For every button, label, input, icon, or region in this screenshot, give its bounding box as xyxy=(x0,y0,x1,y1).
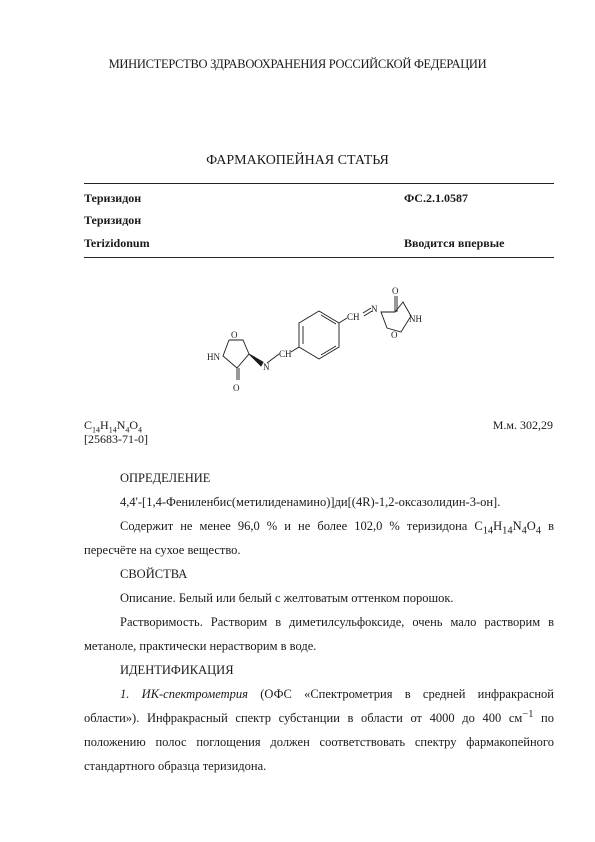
document-title: ФАРМАКОПЕЙНАЯ СТАТЬЯ xyxy=(206,153,389,168)
body-text xyxy=(84,466,554,778)
cas-number: [25683-71-0] xyxy=(84,432,148,446)
molar-mass: М.м. 302,29 xyxy=(492,418,553,432)
ministry-header: МИНИСТЕРСТВО ЗДРАВООХРАНЕНИЯ РОССИЙСКОЙ ФЕДЕРАЦИИ xyxy=(108,57,487,71)
atom-o-carbonyl-right: O xyxy=(392,286,399,296)
structural-formula xyxy=(195,280,425,400)
atom-hn-left: HN xyxy=(207,352,220,362)
atom-ch-right: CH xyxy=(347,312,360,322)
atom-o-right: O xyxy=(391,330,398,340)
molecular-formula: $C_{14}H_{14}N_4O_4$ xyxy=(84,418,143,435)
section-identification: ИДЕНТИФИКАЦИЯ xyxy=(120,663,234,677)
header-rule-bottom xyxy=(84,257,554,258)
status-label: Вводится впервые xyxy=(404,236,505,250)
atom-o-left: O xyxy=(231,330,238,340)
description-text: Описание. Белый или белый с желтоватым оттенком порошок. xyxy=(120,591,454,605)
name-latin: Terizidonum xyxy=(84,236,150,250)
name-ru-1: Теризидон xyxy=(84,191,142,205)
section-properties: СВОЙСТВА xyxy=(120,567,188,581)
section-definition: ОПРЕДЕЛЕНИЕ xyxy=(120,471,211,485)
header-rule-top xyxy=(84,183,554,184)
name-ru-2: Теризидон xyxy=(84,213,142,227)
atom-n-left: N xyxy=(263,362,270,372)
content-text: Содержит не менее 96,0 % и не более 102,0 % теризидона $C_{14}H_{14}N_4O_4$ в пересчёте на сухое вещество. xyxy=(84,519,555,557)
atom-o-carbonyl-left: O xyxy=(233,383,240,393)
fs-number: ФС.2.1.0587 xyxy=(404,191,468,205)
atom-n-right: N xyxy=(371,304,378,314)
atom-nh-right: NH xyxy=(409,314,422,324)
solubility-text: Растворимость. Растворим в диметилсульфоксиде, очень мало растворим в метаноле, практически нерастворим в воде. xyxy=(84,615,554,653)
ir-text: 1. ИК-спектрометрия (ОФС «Спектрометрия в средней инфракрасной области»). Инфракрасный спектр субстанции в области от 4000 до 400 $см^{-1}$ по положению полос поглощения должен соответствовать спектру фармакопейного стандартного образца теризидона. xyxy=(84,687,554,773)
atom-ch-left: CH xyxy=(279,349,292,359)
definition-text: 4,4'-[1,4-Фениленбис(метилиденамино)]ди[(4R)-1,2-оксазолидин-3-он]. xyxy=(120,495,501,509)
